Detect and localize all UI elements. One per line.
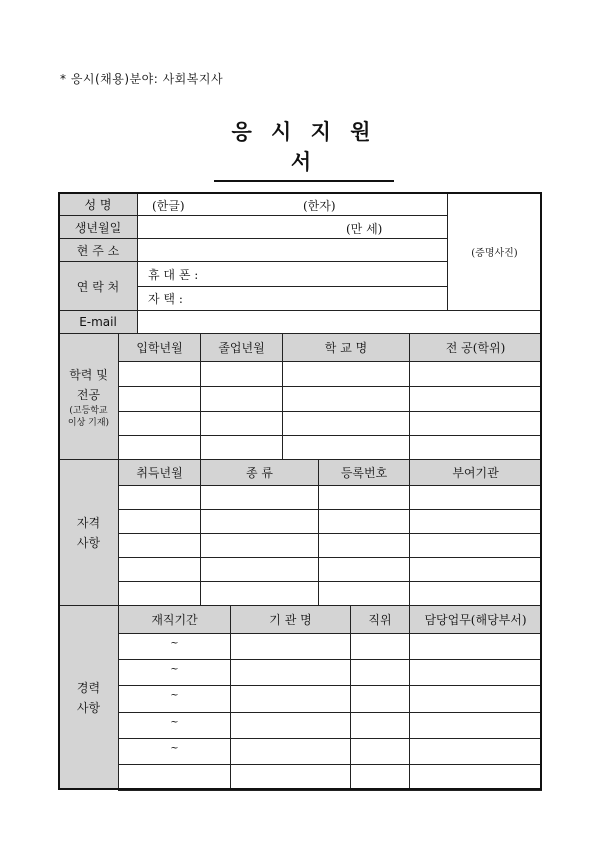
photo-box[interactable] xyxy=(447,192,542,311)
education-row-cell[interactable] xyxy=(118,435,201,461)
career-row-cell[interactable] xyxy=(230,738,351,765)
address-field[interactable] xyxy=(137,238,448,262)
education-row-cell[interactable] xyxy=(282,411,410,437)
career-col-position: 직위 xyxy=(350,605,410,634)
career-section-label xyxy=(58,605,119,790)
career-row-cell[interactable] xyxy=(350,633,410,660)
career-row-cell[interactable] xyxy=(118,633,231,660)
name-field[interactable] xyxy=(137,192,448,216)
education-row-cell[interactable] xyxy=(282,435,410,461)
education-row-cell[interactable] xyxy=(200,411,283,437)
certificate-row-cell[interactable] xyxy=(318,533,410,558)
certificates-section-label xyxy=(58,459,119,606)
certificate-row-cell[interactable] xyxy=(409,557,542,582)
career-row-cell[interactable] xyxy=(118,659,231,686)
education-col-admission: 입학년월 xyxy=(118,333,201,362)
name-korean-label: (한글) xyxy=(152,199,185,213)
certificate-row-cell[interactable] xyxy=(200,581,319,606)
period-separator: ~ xyxy=(170,716,179,728)
education-col-major: 전 공(학위) xyxy=(409,333,542,362)
period-separator: ~ xyxy=(170,664,179,676)
education-col-graduation: 졸업년월 xyxy=(200,333,283,362)
career-row-cell[interactable] xyxy=(409,712,542,739)
certificate-row-cell[interactable] xyxy=(318,557,410,582)
certificate-row-cell[interactable] xyxy=(409,509,542,534)
certificate-row-cell[interactable] xyxy=(409,581,542,606)
certificate-row-cell[interactable] xyxy=(118,557,201,582)
career-row-cell[interactable] xyxy=(409,738,542,765)
career-col-period: 재직기간 xyxy=(118,605,231,634)
education-row-cell[interactable] xyxy=(118,361,201,387)
period-separator: ~ xyxy=(170,638,179,650)
career-row-cell[interactable] xyxy=(230,712,351,739)
age-label: (만 세) xyxy=(346,222,383,236)
career-col-duties: 담당업무(해당부서) xyxy=(409,605,542,634)
career-row-cell[interactable] xyxy=(118,685,231,712)
birth-date-field[interactable] xyxy=(137,215,448,239)
certificate-row-cell[interactable] xyxy=(200,557,319,582)
certificates-col-number: 등록번호 xyxy=(318,459,410,486)
certificates-col-date: 취득년월 xyxy=(118,459,201,486)
certificate-row-cell[interactable] xyxy=(409,485,542,510)
home-phone-label: 자 택 : xyxy=(148,292,183,306)
certificates-col-issuer: 부여기관 xyxy=(409,459,542,486)
certificate-row-cell[interactable] xyxy=(200,485,319,510)
mobile-phone-label: 휴 대 폰 : xyxy=(148,267,199,282)
career-row-cell[interactable] xyxy=(409,659,542,686)
career-row-cell[interactable] xyxy=(230,764,351,791)
career-row-cell[interactable] xyxy=(409,764,542,791)
education-note-line1: (고등학교 xyxy=(69,405,108,416)
mobile-phone-field[interactable] xyxy=(137,261,448,287)
career-label-line2: 사항 xyxy=(76,700,101,715)
certificate-row-cell[interactable] xyxy=(200,509,319,534)
email-label: E-mail xyxy=(58,310,138,334)
name-label: 성 명 xyxy=(58,192,138,216)
education-row-cell[interactable] xyxy=(118,386,201,412)
address-label: 현 주 소 xyxy=(58,238,138,262)
certificate-row-cell[interactable] xyxy=(118,485,201,510)
photo-label: (증명사진) xyxy=(471,248,518,259)
contact-label: 연 락 처 xyxy=(58,261,138,311)
career-row-cell[interactable] xyxy=(350,738,410,765)
education-row-cell[interactable] xyxy=(409,435,542,461)
career-row-cell[interactable] xyxy=(118,712,231,739)
birth-date-label: 생년월일 xyxy=(58,215,138,239)
certificates-label-line1: 자격 xyxy=(76,515,101,530)
education-row-cell[interactable] xyxy=(409,386,542,412)
education-row-cell[interactable] xyxy=(200,435,283,461)
period-separator: ~ xyxy=(170,742,179,754)
document-title: 응 시 지 원 서 xyxy=(214,116,394,182)
period-separator: ~ xyxy=(170,690,179,702)
certificate-row-cell[interactable] xyxy=(318,581,410,606)
career-label-line1: 경력 xyxy=(76,680,101,695)
career-row-cell[interactable] xyxy=(118,738,231,765)
certificate-row-cell[interactable] xyxy=(318,485,410,510)
career-row-cell[interactable] xyxy=(230,659,351,686)
education-label-line1: 학력 및 xyxy=(69,367,108,382)
career-row-cell[interactable] xyxy=(350,685,410,712)
certificates-col-type: 종 류 xyxy=(200,459,319,486)
certificate-row-cell[interactable] xyxy=(409,533,542,558)
education-label-line2: 전공 xyxy=(76,387,101,402)
education-row-cell[interactable] xyxy=(118,411,201,437)
career-row-cell[interactable] xyxy=(409,633,542,660)
career-row-cell[interactable] xyxy=(118,764,231,791)
career-row-cell[interactable] xyxy=(350,764,410,791)
email-field[interactable] xyxy=(137,310,542,334)
home-phone-field[interactable] xyxy=(137,286,448,311)
application-field-line: * 응시(채용)분야: 사회복지사 xyxy=(60,72,224,86)
certificate-row-cell[interactable] xyxy=(118,533,201,558)
certificate-row-cell[interactable] xyxy=(200,533,319,558)
career-row-cell[interactable] xyxy=(230,685,351,712)
education-row-cell[interactable] xyxy=(282,386,410,412)
career-row-cell[interactable] xyxy=(230,633,351,660)
certificates-label-line2: 사항 xyxy=(76,535,101,550)
career-row-cell[interactable] xyxy=(409,685,542,712)
education-row-cell[interactable] xyxy=(409,411,542,437)
education-note-line2: 이상 기재) xyxy=(67,417,110,428)
certificate-row-cell[interactable] xyxy=(318,509,410,534)
education-row-cell[interactable] xyxy=(282,361,410,387)
certificate-row-cell[interactable] xyxy=(118,509,201,534)
education-section-label xyxy=(58,333,119,460)
education-row-cell[interactable] xyxy=(200,361,283,387)
education-row-cell[interactable] xyxy=(200,386,283,412)
career-col-institution: 기 관 명 xyxy=(230,605,351,634)
career-row-cell[interactable] xyxy=(350,659,410,686)
career-row-cell[interactable] xyxy=(350,712,410,739)
education-row-cell[interactable] xyxy=(409,361,542,387)
name-hanja-label: (한자) xyxy=(303,199,336,213)
certificate-row-cell[interactable] xyxy=(118,581,201,606)
education-col-school: 학 교 명 xyxy=(282,333,410,362)
